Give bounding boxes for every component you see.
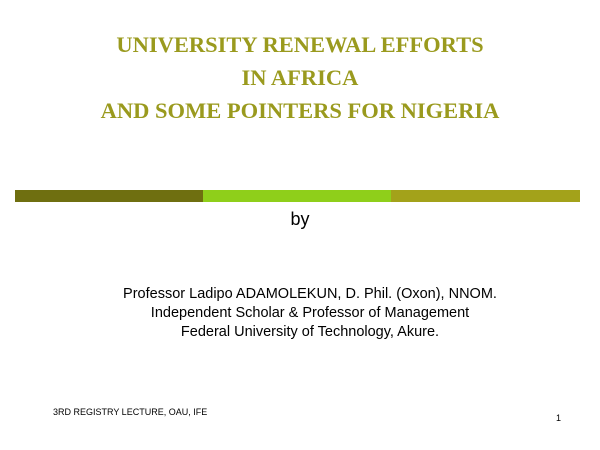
author-role: Independent Scholar & Professor of Management: [150, 305, 470, 321]
by-label: by: [290, 209, 310, 229]
title-line-2: IN AFRICA: [241, 65, 359, 90]
divider-bar-middle: [203, 190, 391, 202]
footer-text: 3RD REGISTRY LECTURE, OAU, IFE: [53, 407, 208, 417]
author-name: Professor Ladipo ADAMOLEKUN, D. Phil. (Oxon), NNOM.: [123, 286, 497, 302]
page-number: 1: [556, 413, 562, 423]
divider-bar-right: [391, 190, 580, 202]
title-line-1: UNIVERSITY RENEWAL EFFORTS: [116, 32, 484, 57]
divider-bar-left: [15, 190, 203, 202]
slide-title: [0, 28, 600, 127]
author-block: [0, 285, 600, 342]
title-line-3: AND SOME POINTERS FOR NIGERIA: [100, 98, 500, 123]
author-affiliation: Federal University of Technology, Akure.: [180, 324, 440, 340]
